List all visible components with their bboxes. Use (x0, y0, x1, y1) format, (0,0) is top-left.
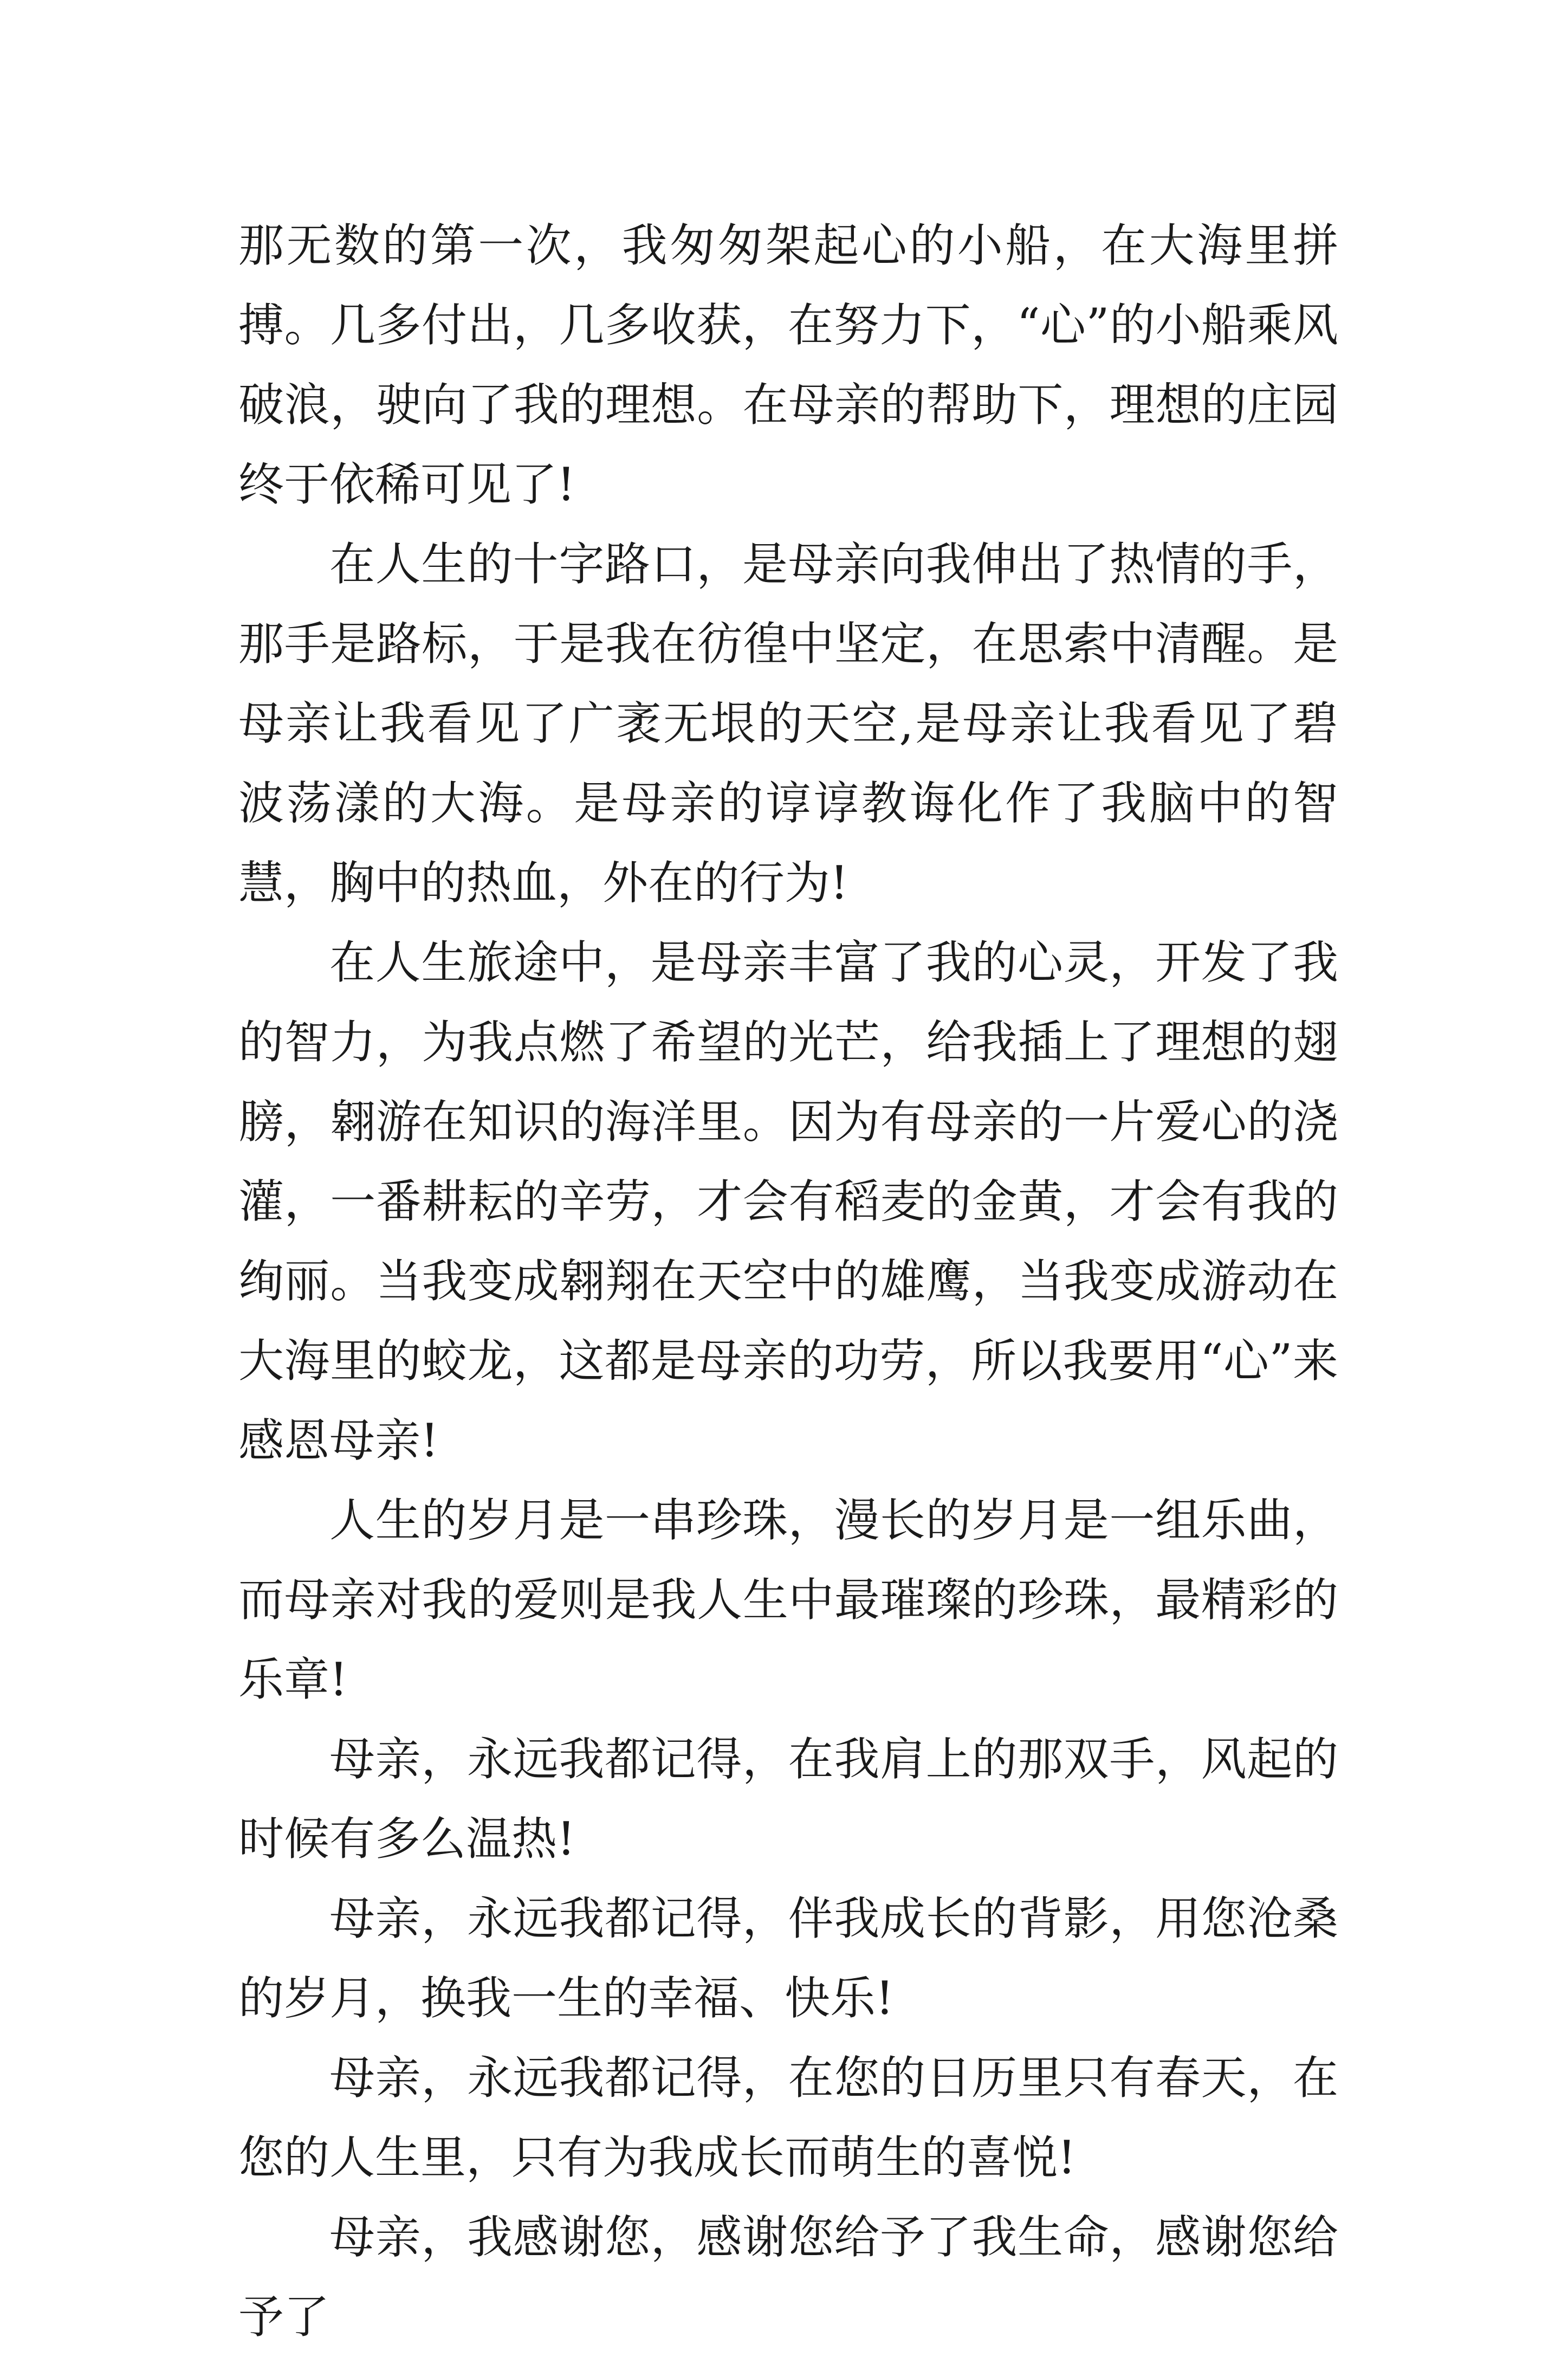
paragraph-8: 母亲，我感谢您，感谢您给予了我生命，感谢您给予了 (238, 2211, 1338, 2343)
paragraph-4: 人生的岁月是一串珍珠，漫长的岁月是一组乐曲，而母亲对我的爱则是我人生中最璀璨的珍珠，最精彩的乐章! (238, 1494, 1338, 1706)
paragraph-6: 母亲，永远我都记得，伴我成长的背影，用您沧桑的岁月，换我一生的幸福、快乐! (238, 1892, 1338, 2025)
paragraph-5: 母亲，永远我都记得，在我肩上的那双手，风起的时候有多么温热! (238, 1733, 1338, 1865)
paragraph-2: 在人生的十字路口，是母亲向我伸出了热情的手，那手是路标，于是我在彷徨中坚定，在思索中清醒。是母亲让我看见了广袤无垠的天空,是母亲让我看见了碧波荡漾的大海。是母亲的谆谆教诲化作了我脑中的智慧，胸中的热血，外在的行为! (238, 538, 1338, 909)
paragraph-3: 在人生旅途中，是母亲丰富了我的心灵，开发了我的智力，为我点燃了希望的光芒，给我插上了理想的翅膀，翱游在知识的海洋里。因为有母亲的一片爱心的浇灌，一番耕耘的辛劳，才会有稻麦的金黄，才会有我的绚丽。当我变成翱翔在天空中的雄鹰，当我变成游动在大海里的蛟龙，这都是母亲的功劳，所以我要用“心”来感恩母亲! (238, 936, 1338, 1467)
paragraph-7: 母亲，永远我都记得，在您的日历里只有春天，在您的人生里，只有为我成长而萌生的喜悦! (238, 2051, 1338, 2184)
essay-body (238, 206, 1338, 2357)
paragraph-1: 那无数的第一次，我匆匆架起心的小船，在大海里拼搏。几多付出，几多收获，在努力下，“心”的小船乘风破浪，驶向了我的理想。在母亲的帮助下，理想的庄园终于依稀可见了! (238, 219, 1338, 511)
